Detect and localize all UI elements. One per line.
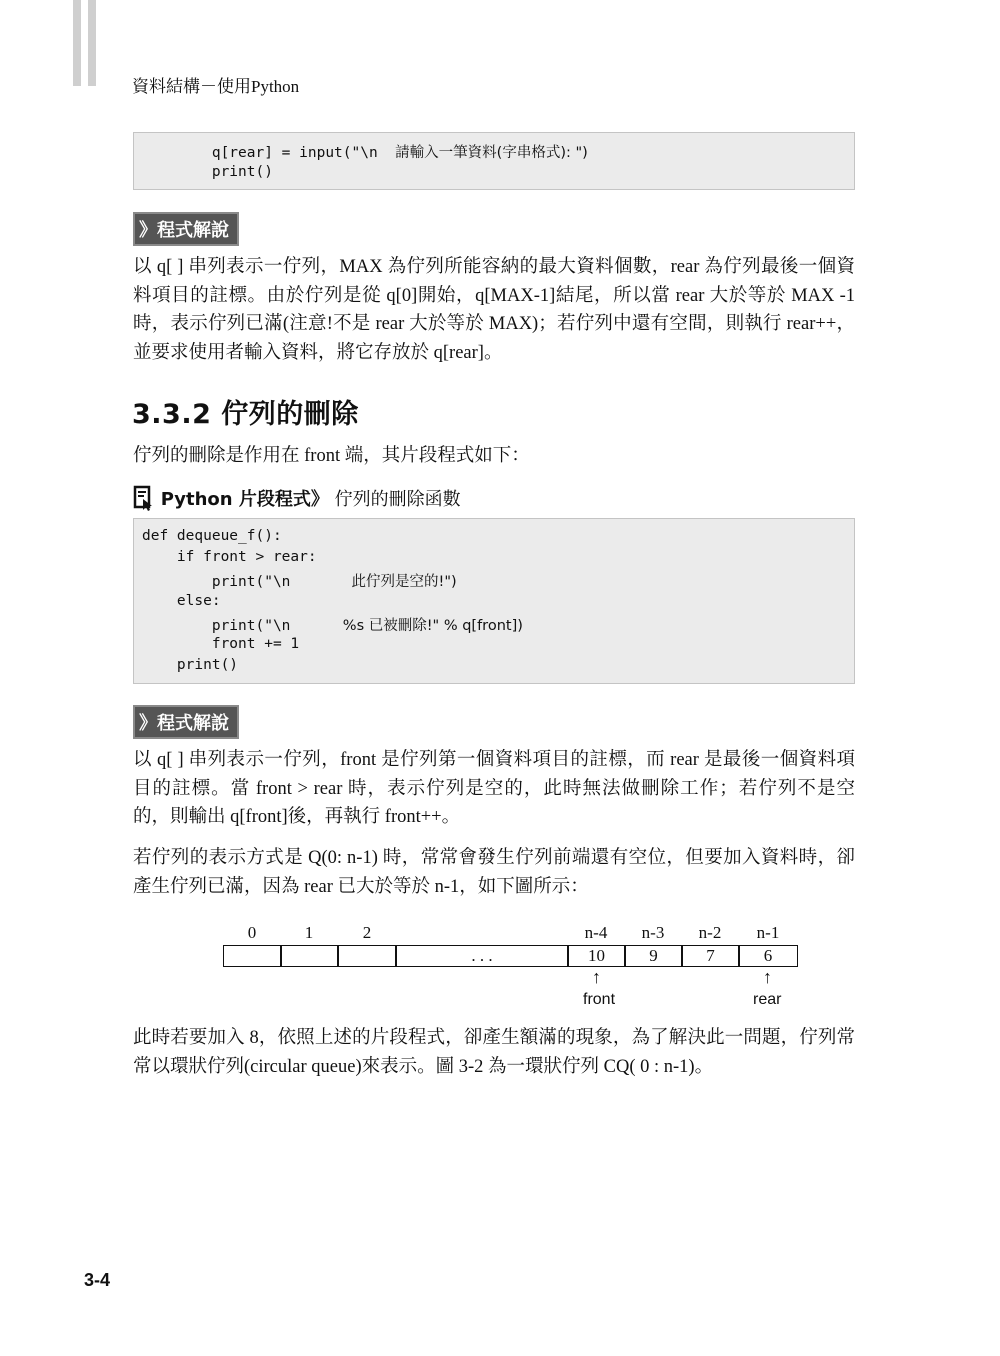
queue-cell: [280, 945, 339, 967]
code-line: print("\n %s 已被刪除!" % q[front]): [142, 618, 523, 634]
paragraph: 此時若要加入 8，依照上述的片段程式，卻產生額滿的現象，為了解決此一問題，佇列常常以環狀佇列(circular queue)來表示。圖 3-2 為一環狀佇列 CQ( 0 : n-1)。: [133, 1028, 855, 1077]
paragraph: 以 q[ ] 串列表示一佇列，MAX 為佇列所能容納的最大資料個數，rear 為佇列最後一個資料項目的註標。由於佇列是從 q[0]開始，q[MAX-1]結尾，所以當 rear 大於等於 MAX -1 時，表示佇列已滿(注意!不是 rear 大於等於 MAX)；若佇列中還有空間，則執行 rear++，並要求使用者輸入資料，將它存放於 q[rear]。: [133, 257, 855, 363]
page-number: 3-4: [84, 1270, 111, 1290]
code-line: if front > rear:: [142, 549, 317, 565]
code-block-top: [133, 132, 855, 190]
paragraph: 佇列的刪除是作用在 front 端，其片段程式如下：: [133, 446, 530, 466]
up-arrow-icon: ↑: [592, 967, 601, 987]
code-line: print("\n 此佇列是空的!"): [142, 574, 457, 590]
decorative-bar: [88, 0, 96, 86]
rear-pointer-label: rear: [753, 991, 782, 1008]
front-pointer-label: front: [583, 991, 616, 1008]
queue-cell: [337, 945, 397, 967]
queue-cell: [223, 945, 282, 967]
code-line: print(): [142, 164, 273, 180]
code-file-icon: [133, 485, 155, 511]
code-line: print(): [142, 657, 239, 673]
index-label: n-3: [641, 923, 665, 942]
section-heading: 3.3.2 佇列的刪除: [132, 399, 359, 430]
queue-ellipsis-cell: . . .: [395, 945, 569, 967]
index-label: n-1: [756, 923, 780, 942]
code-line: q[rear] = input("\n 請輸入一筆資料(字串格式): "): [142, 145, 588, 161]
running-header: 資料結構－使用Python: [132, 77, 300, 96]
index-label: 0: [247, 923, 257, 942]
index-label: 2: [362, 923, 372, 942]
queue-cell: 9: [624, 945, 683, 967]
explanation-tag: 》程式解說: [133, 212, 239, 246]
paragraph: 以 q[ ] 串列表示一佇列，front 是佇列第一個資料項目的註標，而 rear 是最後一個資料項目的註標。當 front > rear 時，表示佇列是空的，此時無法做刪除工作；若佇列不是空的，則輸出 q[front]後，再執行 front++。: [133, 750, 855, 828]
index-label: n-2: [698, 923, 722, 942]
paragraph: 若佇列的表示方式是 Q(0: n-1) 時，常常會發生佇列前端還有空位，但要加入資料時，卻產生佇列已滿，因為 rear 已大於等於 n-1，如下圖所示：: [133, 848, 855, 897]
code-block-dequeue: [133, 518, 855, 684]
code-line: else:: [142, 593, 221, 609]
queue-cell: 7: [681, 945, 740, 967]
queue-cell: 10: [567, 945, 626, 967]
code-line: def dequeue_f():: [142, 528, 282, 544]
up-arrow-icon: ↑: [763, 967, 772, 987]
snippet-title: [133, 485, 461, 511]
snippet-name: 佇列的刪除函數: [334, 489, 461, 510]
decorative-bar: [73, 0, 81, 86]
snippet-kind: Python 片段程式》: [160, 489, 329, 510]
index-label: n-4: [584, 923, 608, 942]
index-label: 1: [304, 923, 314, 942]
code-line: front += 1: [142, 636, 300, 652]
explanation-tag: 》程式解說: [133, 705, 239, 739]
queue-cell: 6: [738, 945, 798, 967]
